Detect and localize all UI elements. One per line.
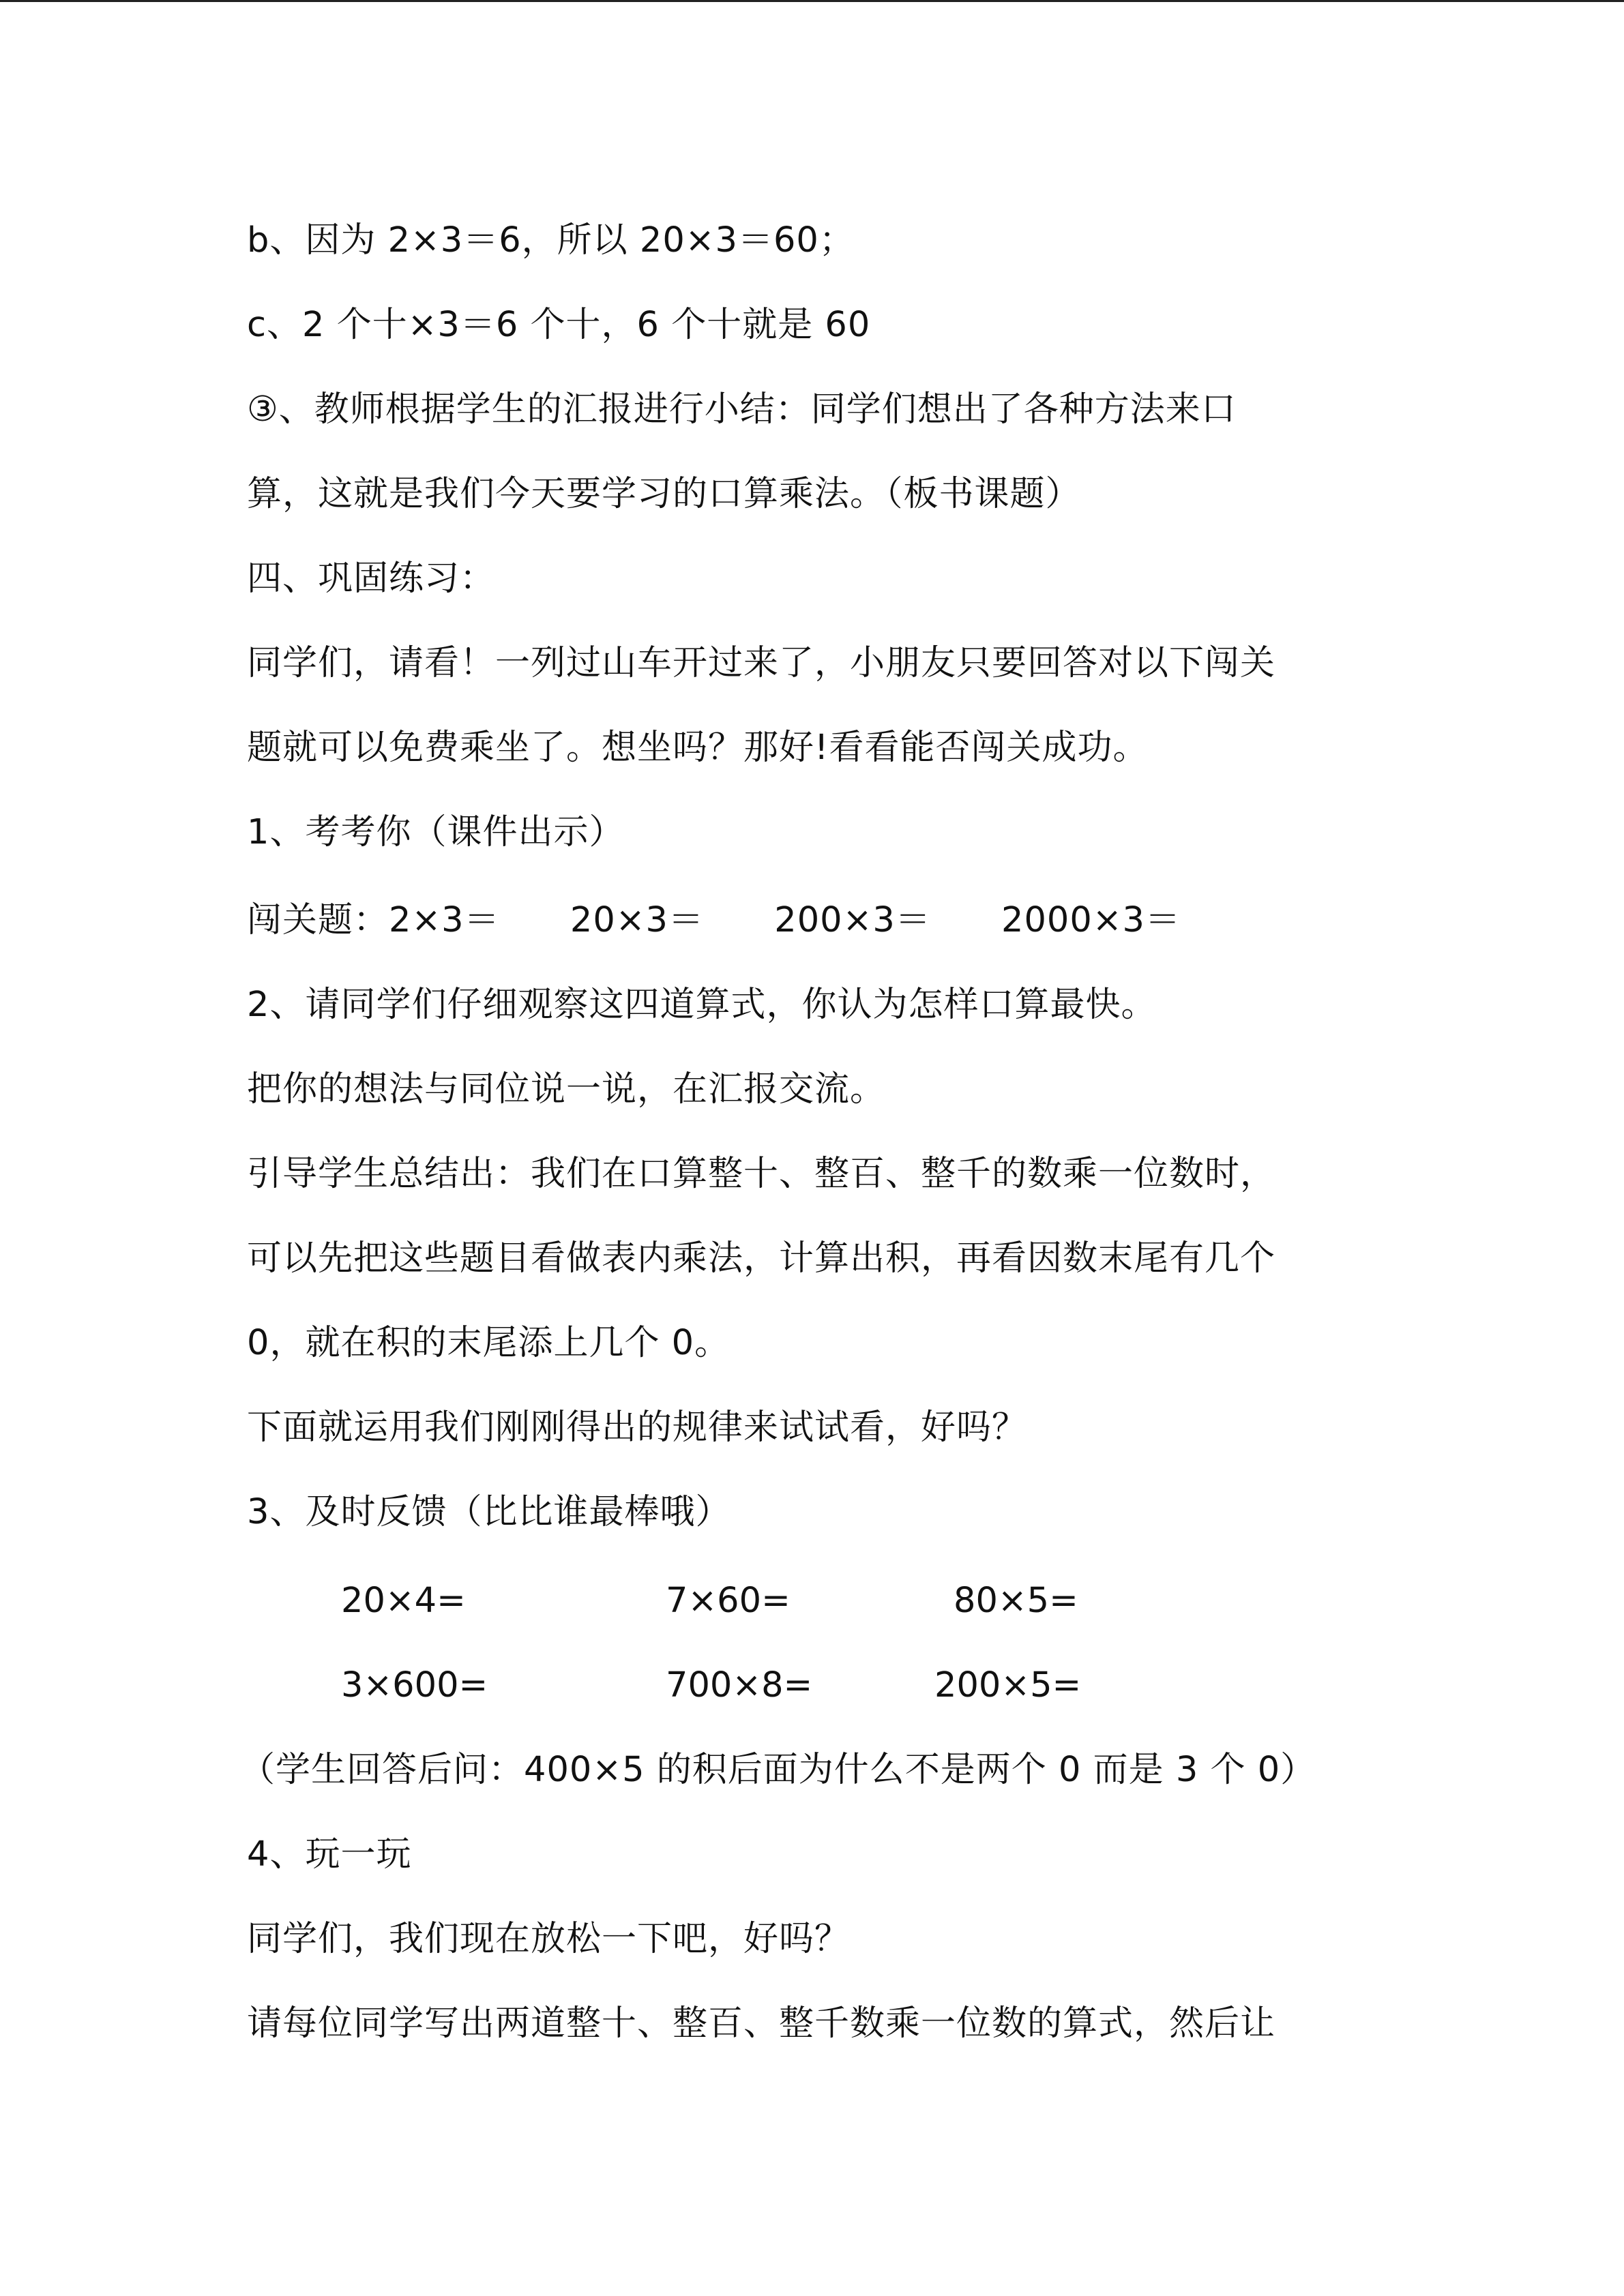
text-line: b、因为 2×3＝6，所以 20×3＝60； (247, 220, 855, 260)
text-line: 请每位同学写出两道整十、整百、整千数乘一位数的算式，然后让 (247, 2003, 1276, 2044)
exercise-item: 7×60= (666, 1581, 791, 1621)
text-line: ③、教师根据学生的汇报进行小结：同学们想出了各种方法来口 (247, 389, 1237, 430)
challenge-line: 闯关题：2×3＝ 20×3＝ 200×3＝ 2000×3＝ (247, 900, 1181, 940)
exercise-item: 700×8= (666, 1665, 813, 1705)
text-line: 3、及时反馈（比比谁最棒哦） (247, 1492, 731, 1532)
text-line: 0，就在积的末尾添上几个 0。 (247, 1323, 730, 1363)
text-line: 可以先把这些题目看做表内乘法，计算出积，再看因数末尾有几个 (247, 1238, 1276, 1279)
exercise-item: 80×5= (954, 1581, 1078, 1621)
text-line: 1、考考你（课件出示） (247, 812, 625, 852)
text-line: 4、玩一玩 (247, 1834, 412, 1875)
text-line: 2、请同学们仔细观察这四道算式，你认为怎样口算最快。 (247, 985, 1157, 1025)
text-line: 同学们，我们现在放松一下吧，好吗？ (247, 1919, 851, 1959)
text-line: 同学们，请看！一列过山车开过来了，小朋友只要回答对以下闯关 (247, 643, 1276, 683)
exercise-item: 3×600= (341, 1665, 488, 1705)
exercise-item: 20×4= (341, 1581, 466, 1621)
section-heading: 四、巩固练习： (247, 558, 496, 599)
text-line: 题就可以免费乘坐了。想坐吗？那好!看看能否闯关成功。 (247, 728, 1149, 768)
text-line: 引导学生总结出：我们在口算整十、整百、整千的数乘一位数时， (247, 1154, 1276, 1194)
text-line: 算，这就是我们今天要学习的口算乘法。（板书课题） (247, 474, 1081, 514)
text-line: 下面就运用我们刚刚得出的规律来试试看，好吗？ (247, 1407, 1028, 1448)
exercise-item: 200×5= (934, 1665, 1082, 1705)
text-line: （学生回答后问：400×5 的积后面为什么不是两个 0 而是 3 个 0） (240, 1750, 1316, 1790)
text-line: 把你的想法与同位说一说，在汇报交流。 (247, 1069, 886, 1109)
page-top-border (0, 0, 1624, 2)
text-line: c、2 个十×3＝6 个十，6 个十就是 60 (247, 305, 871, 345)
